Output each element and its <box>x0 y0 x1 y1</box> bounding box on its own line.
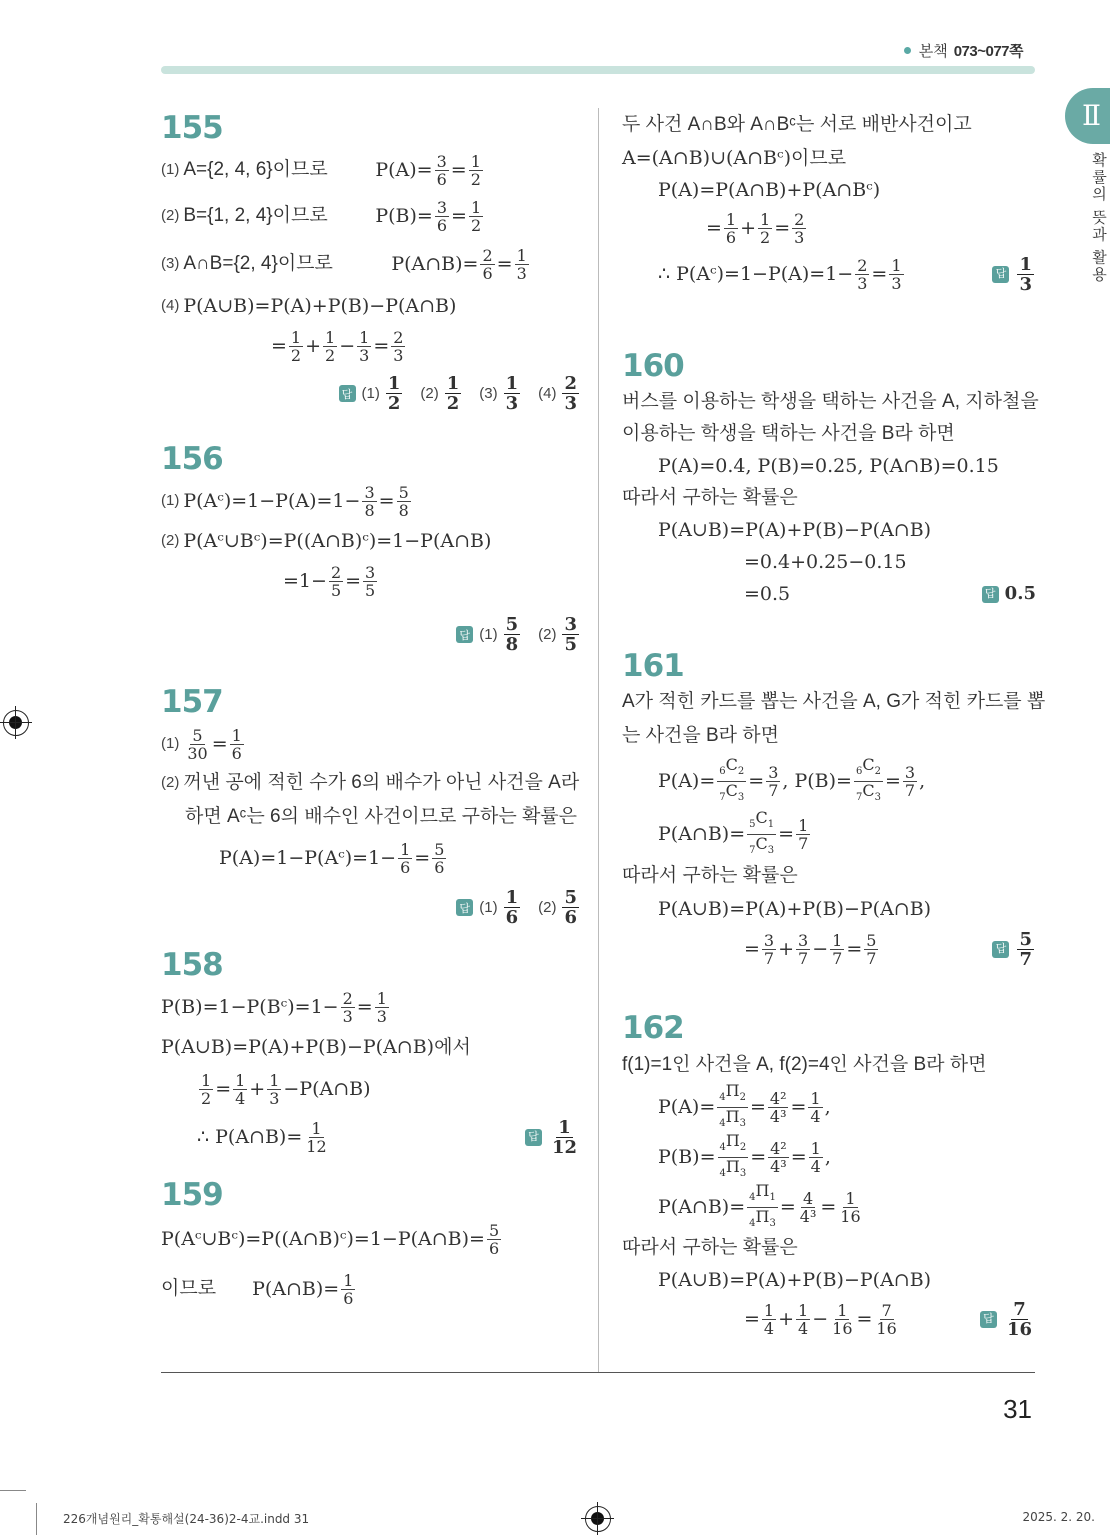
answer-badge-icon: 답 <box>456 899 473 916</box>
fraction: $\frac{3}{6}$ <box>436 151 447 189</box>
equation: P(Aᶜ∪Bᶜ)=P((A∩B)ᶜ)=1−P(A∩B)= <box>161 1228 485 1250</box>
fraction: $\frac{1}{6}$ <box>400 839 411 877</box>
answer-badge-icon: 답 <box>525 1129 542 1146</box>
fraction: $\frac{1}{3}$ <box>516 245 527 283</box>
problem-number: 160 <box>622 348 684 384</box>
problem-number: 156 <box>161 441 223 477</box>
answer-badge-icon: 답 <box>456 626 473 643</box>
chapter-tab <box>1065 88 1110 144</box>
equation: P(A)= <box>658 1096 716 1118</box>
equation: , P(B)= <box>782 770 852 792</box>
answer-row <box>982 578 1036 610</box>
fraction: $\frac{7}{16}$ <box>876 1300 897 1338</box>
problem-155: 155 (1) A={2, 4, 6}이므로 P(A)= $\frac{3}{6}$ = $\frac{1}{2}$ (2) B={1, 2, 4}이므로 P(B)= $\frac{3}{6}$ = $\frac{1}{2}$ (3) A∩B={2, 4}이므로 P(A∩B)= $\frac{2}{6}$ = $\frac{1}{3}$ (4) P(A∪B)=P(A)+P(B)−P(A∩B) = $\frac{1}{2}$ + $\frac{1}{2}$ − $\frac{1}{3}$ = $\frac{2}{3}$ 답 (1) $\frac{1}{2}$ (2) $\frac{1}{2}$ (3) $\frac{1}{3}$ (4) $\frac{2}{3}$ <box>161 108 581 413</box>
chapter-label: 확률의 뜻과 활용 <box>1090 152 1107 284</box>
fraction: $\frac{1}{2}$ <box>290 327 302 365</box>
fraction: $\frac{2}{5}$ <box>330 562 342 600</box>
equation: P(Aᶜ∪Bᶜ)=P((A∩B)ᶜ)=1−P(A∩B) <box>183 530 492 552</box>
text-line: 따라서 구하는 확률은 <box>622 865 798 886</box>
fraction: $\frac{1}{2}$ <box>470 151 481 189</box>
fraction: $\frac{\text{4²}}{\text{4³}}$ <box>770 1138 787 1176</box>
problem-number: 161 <box>622 648 684 684</box>
set-statement: B={1, 2, 4}이므로 <box>183 205 328 226</box>
equation: =0.5 <box>744 583 791 605</box>
fraction: $\frac{1}{3}$ <box>376 988 387 1026</box>
answer-row: 답 (1) $\frac{5}{8}$ (2) $\frac{3}{5}$ <box>161 615 581 654</box>
fraction: $\frac{1}{16}$ <box>840 1188 861 1226</box>
equation: P(A)=1−P(Aᶜ)=1− <box>219 847 397 869</box>
equation: P(A∩B)= <box>658 823 746 845</box>
equation-lhs: P(B)= <box>375 205 433 227</box>
fraction: $\frac{5}{6}$ <box>434 839 445 877</box>
bottom-rule <box>161 1372 1035 1373</box>
right-column <box>622 108 1046 1362</box>
fraction: $\frac{5}{8}$ <box>398 482 409 520</box>
fraction: $\frac{5}{30}$ <box>187 725 208 763</box>
text-line: 버스를 이용하는 학생을 택하는 사건을 A, 지하철을 <box>622 391 1039 412</box>
equation: P(B)= <box>658 1146 716 1168</box>
part-label: (1) <box>161 492 180 509</box>
permutation-fraction: $\frac{_4\Pi_2}{_4\Pi_3}$ <box>719 1081 746 1129</box>
text-line: 이므로 <box>161 1278 217 1299</box>
permutation-fraction: $\frac{_4\Pi_1}{_4\Pi_3}$ <box>749 1181 776 1229</box>
text-line: 두 사건 A∩B와 A∩Bᶜ는 서로 배반사건이고 <box>622 114 972 135</box>
fraction: $\frac{2}{3}$ <box>857 255 868 293</box>
answer-row: 답 (1) $\frac{1}{6}$ (2) $\frac{5}{6}$ <box>161 888 581 927</box>
equation: P(A)=P(A∩B)+P(A∩Bᶜ) <box>658 179 881 201</box>
fraction: $\frac{1}{3}$ <box>269 1070 280 1108</box>
text-line: 는 사건을 B라 하면 <box>622 725 779 746</box>
text-line: 따라서 구하는 확률은 <box>622 487 798 508</box>
problem-number: 158 <box>161 947 223 983</box>
header-accent-bar <box>161 66 1035 74</box>
problem-160 <box>622 346 1039 610</box>
equation: P(A∩B)= <box>658 1196 746 1218</box>
text-line: 따라서 구하는 확률은 <box>622 1237 798 1258</box>
equation: P(B)=1−P(Bᶜ)=1− <box>161 996 339 1018</box>
answer-value: 0.5 <box>1004 583 1036 604</box>
equation-lhs: P(A)= <box>375 159 433 181</box>
fraction: $\frac{1}{12}$ <box>306 1118 327 1156</box>
combination-fraction: $\frac{_5C_1}{_7C_3}$ <box>749 808 775 856</box>
set-statement: A={2, 4, 6}이므로 <box>183 159 328 180</box>
fraction: $\frac{\text{4²}}{\text{4³}}$ <box>769 1088 787 1126</box>
equation: =0.4+0.25−0.15 <box>744 551 907 573</box>
fraction: $\frac{3}{7}$ <box>798 930 809 968</box>
fraction: $\frac{1}{4}$ <box>763 1300 775 1338</box>
reference-pages: 073~077쪽 <box>953 43 1023 60</box>
fraction: $\frac{1}{2}$ <box>201 1070 212 1108</box>
part-label: (1) <box>161 735 180 752</box>
equation-lhs: P(A∩B)= <box>391 253 479 275</box>
equation: P(A∪B)=P(A)+P(B)−P(A∩B) <box>658 519 932 541</box>
text-line: 꺼낸 공에 적힌 수가 6의 배수가 아닌 사건을 A라 <box>183 772 580 793</box>
part-label: (2) <box>161 207 180 224</box>
problem-158: 158 P(B)=1−P(Bᶜ)=1− $\frac{2}{3}$ = $\frac{1}{3}$ P(A∪B)=P(A)+P(B)−P(A∩B)에서 $\frac{1}{2}$ = $\frac{1}{4}$ + $\frac{1}{3}$ −P(A∩B) ∴ P(A∩B)= $\frac{1}{12}$ 답 $\frac{1}{12}$ <box>161 945 581 1161</box>
permutation-fraction: $\frac{_4\Pi_2}{_4\Pi_3}$ <box>719 1131 747 1179</box>
answer-badge-icon: 답 <box>992 266 1009 283</box>
answer-row: 답 (1) $\frac{1}{2}$ (2) $\frac{1}{2}$ (3) $\frac{1}{3}$ (4) $\frac{2}{3}$ <box>161 374 581 413</box>
fraction: $\frac{2}{3}$ <box>342 988 353 1026</box>
part-label: (4) <box>161 297 180 314</box>
bullet-dot-icon <box>904 47 911 54</box>
equation: P(A∪B)=P(A)+P(B)−P(A∩B)에서 <box>161 1036 471 1058</box>
text-line: 하면 Aᶜ는 6의 배수인 사건이므로 구하는 확률은 <box>185 806 578 827</box>
fraction: $\frac{3}{7}$ <box>904 762 916 800</box>
answer-row: 답 $\frac{7}{16}$ <box>980 1300 1036 1339</box>
fraction: $\frac{1}{2}$ <box>470 197 482 235</box>
fraction: $\frac{2}{6}$ <box>482 245 493 283</box>
equation: P(A∪B)=P(A)+P(B)−P(A∩B) <box>658 898 932 920</box>
problem-156: 156 (1) P(Aᶜ)=1−P(A)=1− $\frac{3}{8}$ = $\frac{5}{8}$ (2) P(Aᶜ∪Bᶜ)=P((A∩B)ᶜ)=1−P(A∩B) =1− $\frac{2}{5}$ = $\frac{3}{5}$ 답 (1) $\frac{5}{8}$ (2) $\frac{3}{5}$ <box>161 439 581 654</box>
equation: P(A)= <box>658 770 716 792</box>
page-number: 31 <box>1003 1394 1032 1424</box>
equation: P(Aᶜ)=1−P(A)=1− <box>183 490 361 512</box>
problem-161: 161 A가 적힌 카드를 뽑는 사건을 A, G가 적힌 카드를 뽑 는 사건을 B라 하면 P(A)= $\frac{_6C_2}{_7C_3}$ = $\frac{3}{7}$ , P(B)= $\frac{_6C_2}{_7C_3}$ = $\frac{3}{7}$ , P(A∩B)= $\frac{_5C_1}{_7C_3}$ = $\frac{1}{7}$ 따라서 구하는 확률은 P(A∪B)=P(A)+P(B)−P(A∩B) = $\frac{3}{7}$ + $\frac{3}{7}$ − $\frac{1}{7}$ = $\frac{5}{7}$ 답 $\frac{5}{7}$ <box>622 648 1046 970</box>
fraction: $\frac{1}{6}$ <box>231 725 242 763</box>
fraction: $\frac{2}{3}$ <box>794 209 805 247</box>
equation: =1− <box>283 570 327 592</box>
fraction: $\frac{1}{16}$ <box>832 1300 853 1338</box>
answer-row: 답 $\frac{1}{12}$ <box>525 1118 581 1157</box>
equation: ∴ P(Aᶜ)=1−P(A)=1− <box>658 263 854 285</box>
set-statement: A∩B={2, 4}이므로 <box>183 253 333 274</box>
problem-number: 162 <box>622 1010 684 1046</box>
column-divider <box>598 108 599 1373</box>
part-label: (1) <box>161 161 180 178</box>
fraction: $\frac{1}{2}$ <box>760 209 771 247</box>
registration-mark-icon <box>3 710 29 736</box>
part-label: (2) <box>161 532 180 549</box>
problem-157: 157 (1) $\frac{5}{30}$ = $\frac{1}{6}$ (2) 꺼낸 공에 적힌 수가 6의 배수가 아닌 사건을 A라 하면 Aᶜ는 6의 배수인 사건이므로 구하는 확률은 P(A)=1−P(Aᶜ)=1− $\frac{1}{6}$ = $\frac{5}{6}$ 답 (1) $\frac{1}{6}$ (2) $\frac{5}{6}$ <box>161 684 580 928</box>
fraction: $\frac{1}{4}$ <box>810 1138 821 1176</box>
footer-filename: 226개념원리_확통해설(24-36)2-4교.indd 31 <box>63 1512 310 1526</box>
problem-number: 157 <box>161 684 223 720</box>
equation: P(A∪B)=P(A)+P(B)−P(A∩B) <box>658 1269 932 1291</box>
fraction: $\frac{1}{3}$ <box>891 255 902 293</box>
answer-badge-icon: 답 <box>982 586 999 603</box>
fraction: $\frac{1}{6}$ <box>725 209 737 247</box>
problem-number: 159 <box>161 1177 223 1213</box>
fraction: $\frac{1}{6}$ <box>343 1270 354 1308</box>
footer-date: 2025. 2. 20. <box>1022 1510 1095 1524</box>
reference-label: 본책 <box>918 43 948 60</box>
fraction: $\frac{5}{7}$ <box>866 930 877 968</box>
answer-badge-icon: 답 <box>992 941 1009 958</box>
fraction: $\frac{4}{\text{4³}}$ <box>799 1188 817 1226</box>
fraction: $\frac{2}{3}$ <box>393 327 404 365</box>
left-column <box>161 108 581 1335</box>
crop-mark <box>36 1503 37 1535</box>
chapter-roman-numeral: Ⅱ <box>1082 99 1102 132</box>
equation: P(A∪B)=P(A)+P(B)−P(A∩B) <box>183 295 457 317</box>
crop-mark <box>0 1490 26 1491</box>
problem-number: 155 <box>161 110 223 146</box>
equation: A=(A∩B)∪(A∩Bᶜ)이므로 <box>622 147 847 169</box>
text-line: f(1)=1인 사건을 A, f(2)=4인 사건을 B라 하면 <box>622 1054 987 1075</box>
answer-row: 답 $\frac{5}{7}$ <box>992 930 1036 969</box>
answer-badge-icon: 답 <box>980 1311 997 1328</box>
fraction: $\frac{1}{4}$ <box>798 1300 809 1338</box>
text-line: 이용하는 학생을 택하는 사건을 B라 하면 <box>622 423 955 444</box>
fraction: $\frac{1}{7}$ <box>832 930 843 968</box>
text-line: A가 적힌 카드를 뽑는 사건을 A, G가 적힌 카드를 뽑 <box>622 691 1046 712</box>
equation: P(A∩B)= <box>252 1278 340 1300</box>
fraction: $\frac{5}{6}$ <box>488 1220 500 1258</box>
problem-159-continued: 두 사건 A∩B와 A∩Bᶜ는 서로 배반사건이고 A=(A∩B)∪(A∩Bᶜ)이므로 P(A)=P(A∩B)+P(A∩Bᶜ) = $\frac{1}{6}$ + $\frac{1}{2}$ = $\frac{2}{3}$ ∴ P(Aᶜ)=1−P(A)=1− $\frac{2}{3}$ = $\frac{1}{3}$ 답 $\frac{1}{3}$ <box>622 108 1036 298</box>
registration-mark-icon <box>585 1506 611 1532</box>
fraction: $\frac{1}{7}$ <box>798 815 809 853</box>
fraction: $\frac{3}{5}$ <box>365 562 376 600</box>
answer-badge-icon: 답 <box>339 385 356 402</box>
problem-162: 162 f(1)=1인 사건을 A, f(2)=4인 사건을 B라 하면 P(A)= $\frac{_4\Pi_2}{_4\Pi_3}$ = $\frac{\text{4²}}{\text{4³}}$ = $\frac{1}{4}$ , P(B)= $\frac{_4\Pi_2}{_4\Pi_3}$ = $\frac{\text{4²}}{\text{4³}}$ = $\frac{1}{4}$ , P(A∩B)= $\frac{_4\Pi_1}{_4\Pi_3}$ = $\frac{4}{\text{4³}}$ = $\frac{1}{16}$ 따라서 구하는 확률은 P(A∪B)=P(A)+P(B)−P(A∩B) = $\frac{1}{4}$ + $\frac{1}{4}$ − $\frac{1}{16}$ = $\frac{7}{16}$ 답 $\frac{7}{16}$ <box>622 1008 1036 1342</box>
fraction: $\frac{3}{7}$ <box>768 762 779 800</box>
problem-159 <box>161 1175 581 1315</box>
equation: ∴ P(A∩B)= <box>197 1126 303 1148</box>
part-label: (2) <box>161 774 180 791</box>
fraction: $\frac{1}{4}$ <box>235 1070 246 1108</box>
answer-row: 답 $\frac{1}{3}$ <box>992 255 1036 294</box>
fraction: $\frac{1}{4}$ <box>810 1088 821 1126</box>
fraction: $\frac{3}{6}$ <box>436 197 448 235</box>
fraction: $\frac{1}{2}$ <box>325 327 336 365</box>
part-label: (3) <box>161 255 180 272</box>
fraction: $\frac{1}{3}$ <box>359 327 370 365</box>
fraction: $\frac{3}{7}$ <box>763 930 775 968</box>
fraction: $\frac{3}{8}$ <box>364 482 375 520</box>
equation: P(A)=0.4, P(B)=0.25, P(A∩B)=0.15 <box>658 455 999 477</box>
textbook-page-reference <box>904 40 1023 61</box>
combination-fraction: $\frac{_6C_2}{_7C_3}$ <box>719 755 745 803</box>
combination-fraction: $\frac{_6C_2}{_7C_3}$ <box>855 755 881 803</box>
